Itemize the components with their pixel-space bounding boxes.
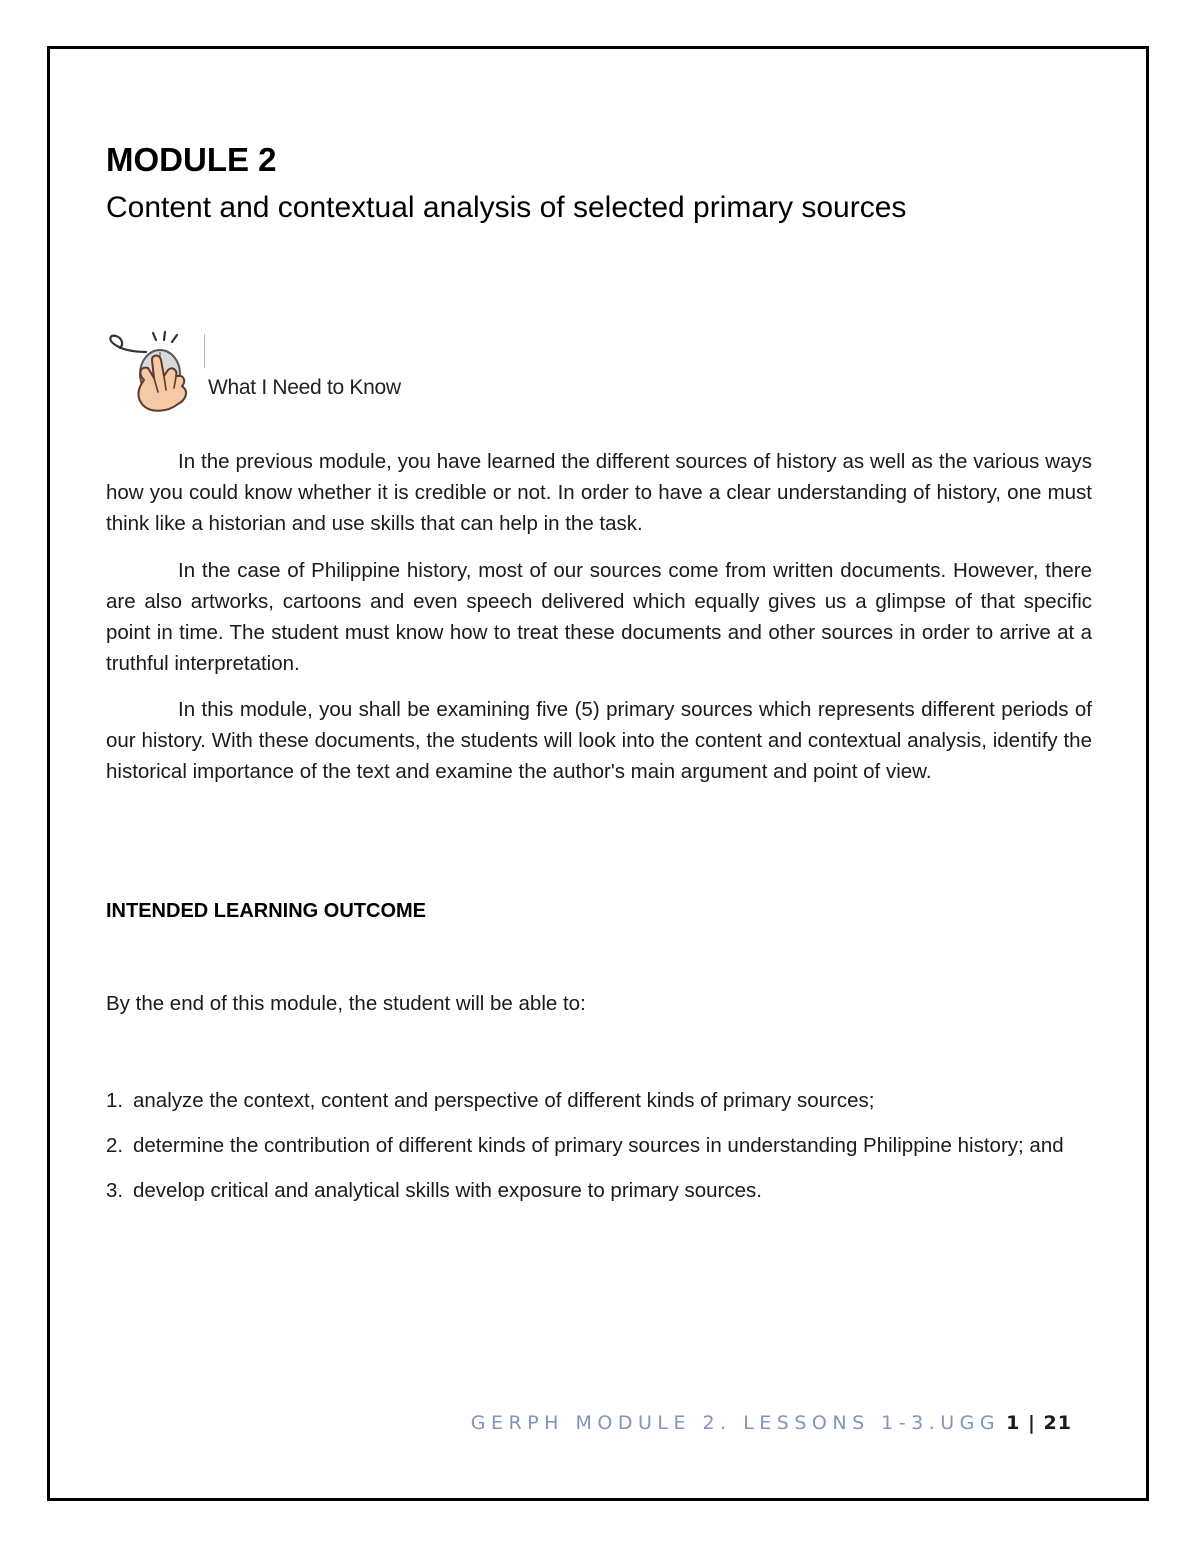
hand-clicking-mouse-icon	[104, 330, 204, 425]
list-item-text: develop critical and analytical skills with exposure to primary sources.	[133, 1179, 762, 1202]
outcome-list	[106, 1078, 1092, 1213]
section-label: What I Need to Know	[208, 376, 401, 399]
list-item	[106, 1078, 1092, 1123]
list-item-text: analyze the context, content and perspective of different kinds of primary sources;	[133, 1089, 875, 1112]
list-item-number: 2.	[106, 1134, 124, 1157]
section-divider	[204, 334, 205, 368]
intro-paragraph-1: In the previous module, you have learned the different sources of history as well as the various ways how you could know whether it is credible or not. In order to have a clear understanding of history, one must think like a historian and use skills that can help in the task.	[106, 450, 1092, 535]
list-item	[106, 1168, 1092, 1213]
outcome-heading: INTENDED LEARNING OUTCOME	[106, 900, 426, 922]
list-item-number: 1.	[106, 1089, 124, 1112]
outcome-lead: By the end of this module, the student will be able to:	[106, 992, 586, 1015]
footer-page-number: 1 | 21	[1006, 1412, 1072, 1434]
footer-course-label: GERPH MODULE 2. LESSONS 1-3.UGG	[470, 1412, 1001, 1434]
module-title: MODULE 2	[106, 141, 277, 178]
intro-paragraph-2: In the case of Philippine history, most of our sources come from written documents. However, there are also artworks, cartoons and even speech delivered which equally gives us a glimpse of that specific point in time. The student must know how to treat these documents and other sources in order to arrive at a truthful interpretation.	[106, 559, 1092, 675]
what-i-need-to-know-section	[104, 330, 444, 425]
module-subtitle: Content and contextual analysis of selected primary sources	[106, 191, 907, 224]
page-footer	[471, 1412, 1072, 1434]
intro-paragraph-3: In this module, you shall be examining five (5) primary sources which represents different periods of our history. With these documents, the students will look into the content and contextual analysis, identify the historical importance of the text and examine the author's main argument and point of view.	[106, 698, 1092, 783]
list-item-number: 3.	[106, 1179, 124, 1202]
list-item-text: determine the contribution of different kinds of primary sources in understanding Philippine history; and	[133, 1134, 1064, 1157]
list-item	[106, 1123, 1092, 1168]
